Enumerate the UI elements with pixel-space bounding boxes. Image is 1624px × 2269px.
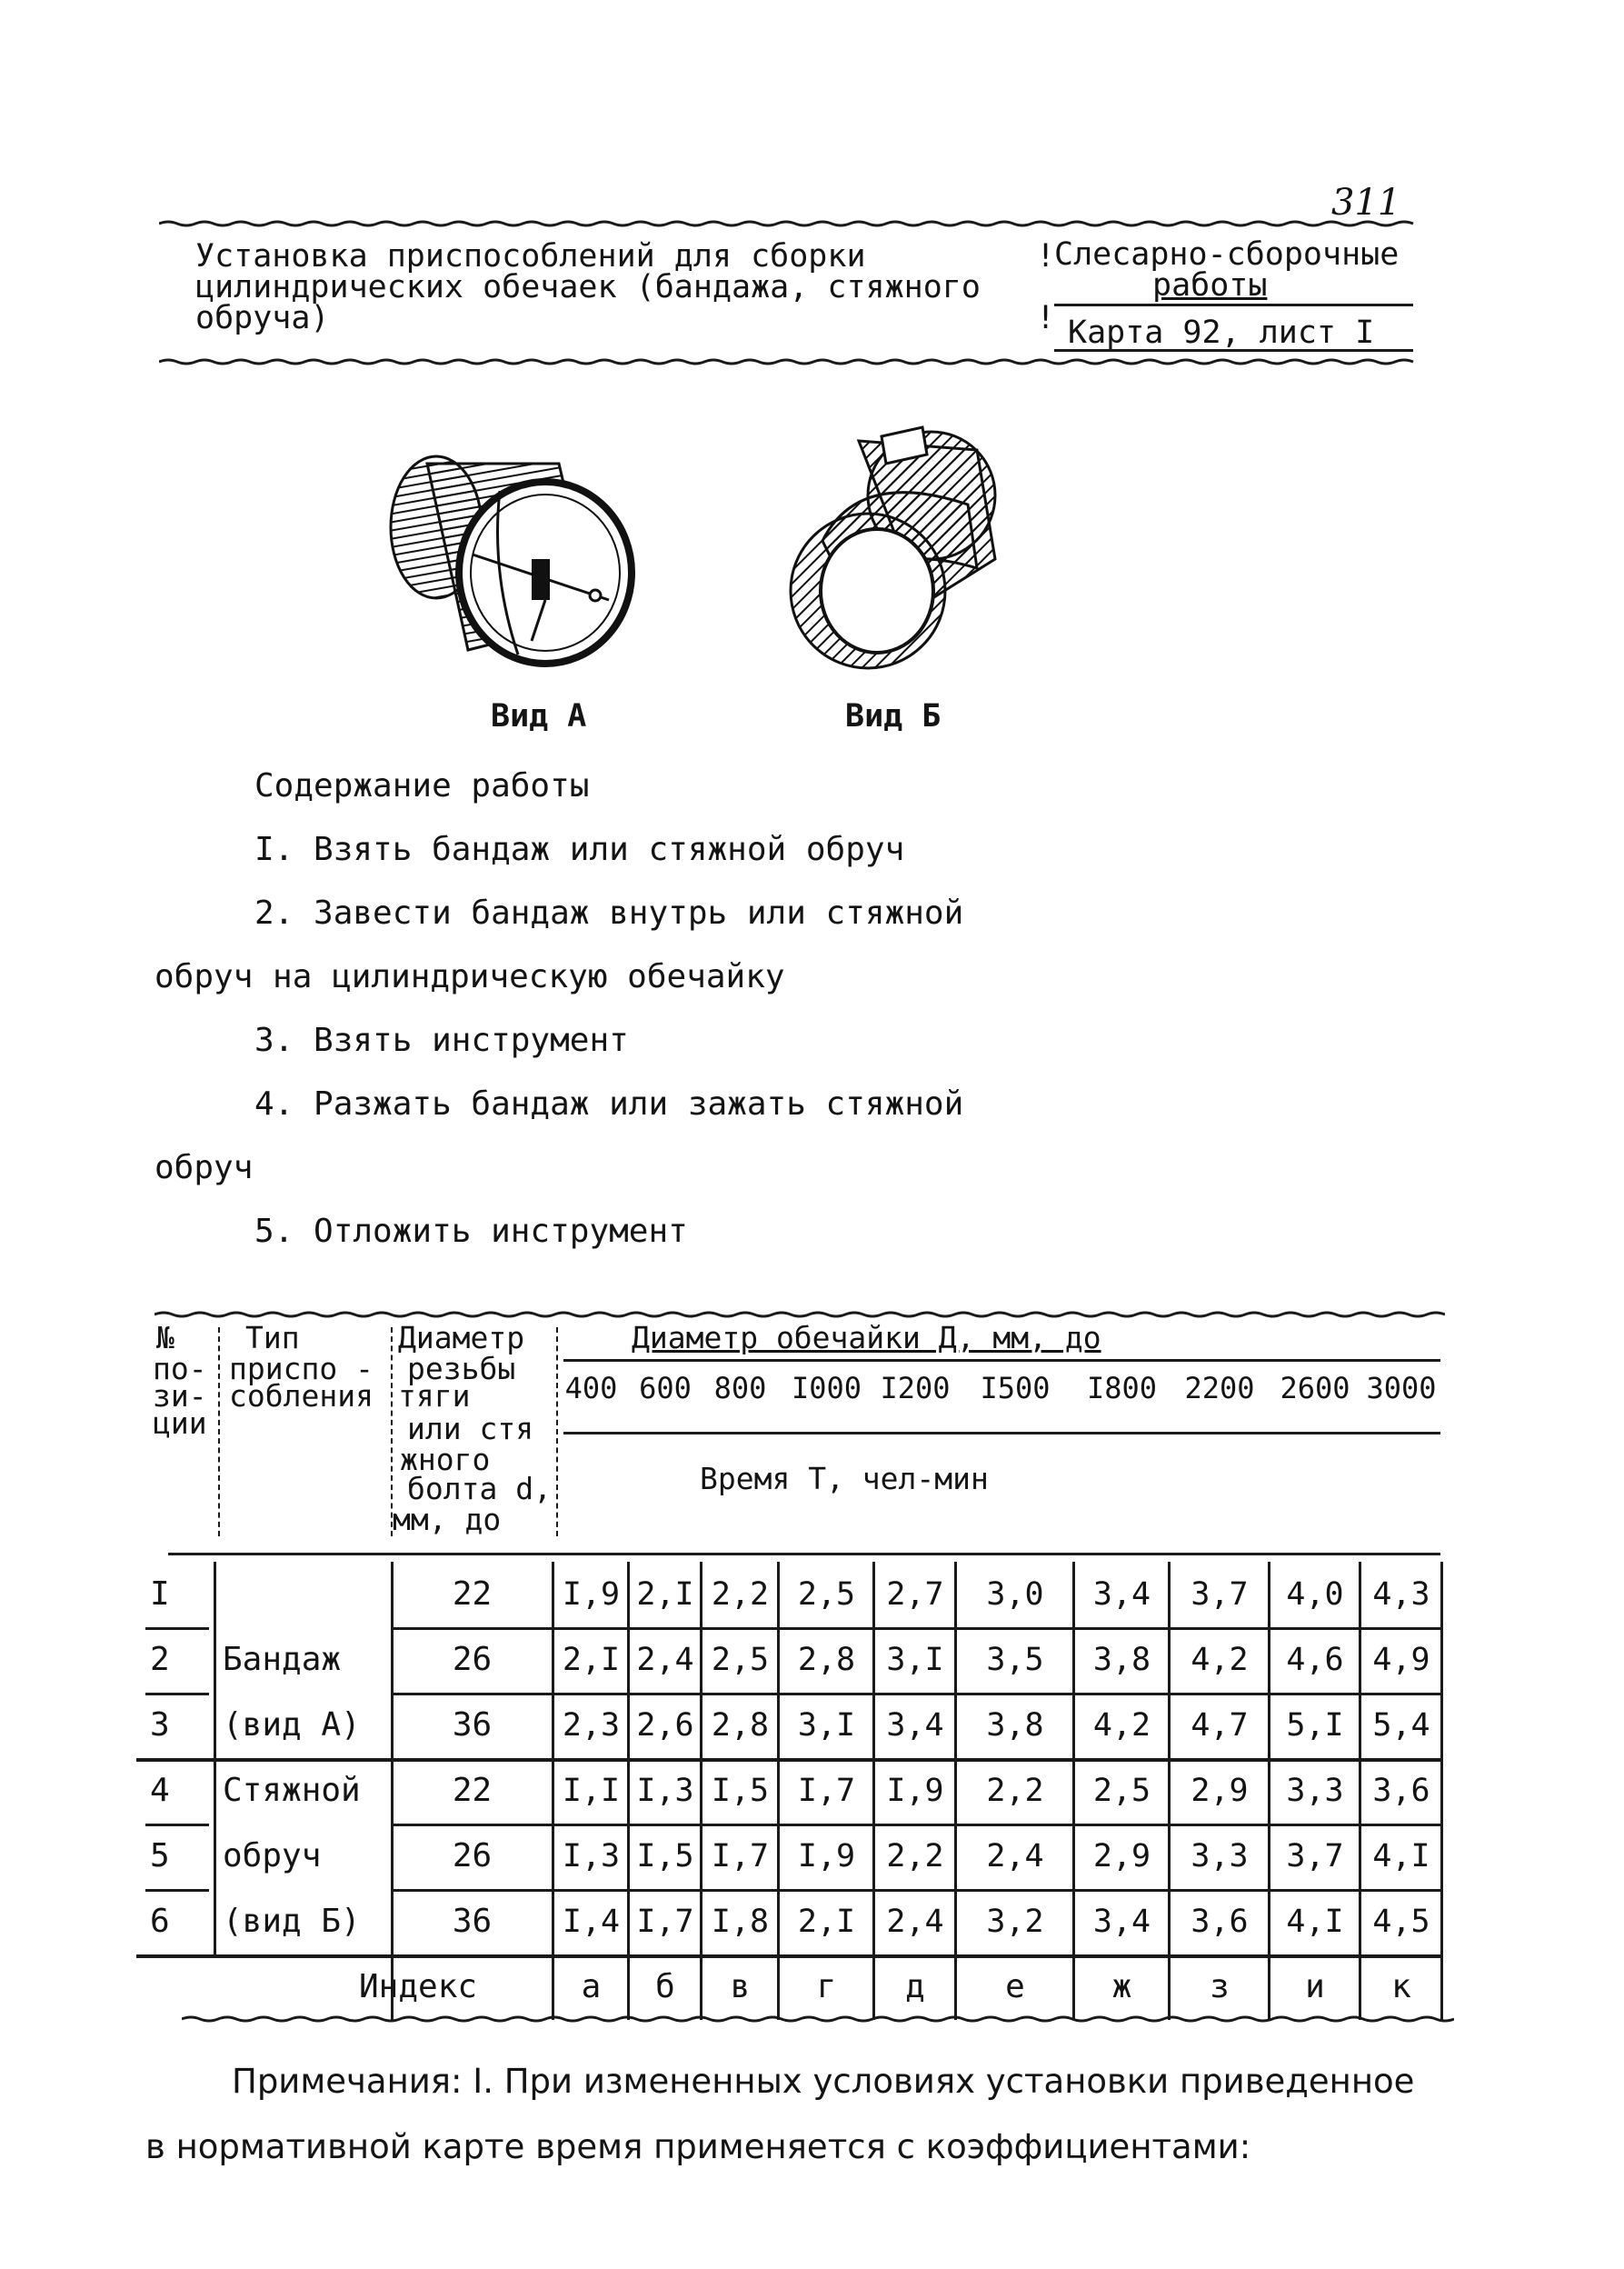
index-letter-cell: и	[1305, 1968, 1325, 2005]
time-value-cell: 2,4	[886, 1904, 944, 1940]
header-title-line-2: цилиндрических обечаек (бандажа, стяжного	[195, 269, 981, 305]
time-value-cell: I,8	[711, 1904, 770, 1940]
row-thread-diameter: 26	[452, 1641, 493, 1678]
time-value-cell: 2,4	[636, 1642, 694, 1678]
row-thread-diameter: 26	[452, 1837, 493, 1874]
header-category-line-1: Слесарно-сборочные	[1054, 236, 1400, 273]
col-header-pos-3: зи-	[153, 1378, 207, 1414]
time-value-cell: 4,3	[1372, 1576, 1430, 1613]
index-label: Индекс	[359, 1968, 478, 2005]
diameter-header-cell: 2200	[1184, 1371, 1255, 1405]
work-step-line: I. Взять бандаж или стяжной обруч	[254, 831, 905, 868]
time-value-cell: I,5	[636, 1838, 694, 1874]
diameter-header-cell: 800	[713, 1371, 767, 1405]
header-title-line-1: Установка приспособлений для сборки	[195, 238, 866, 275]
time-value-cell: 3,6	[1191, 1904, 1249, 1940]
col-header-diam-4: или стя	[407, 1411, 534, 1446]
header-title-line-3: обруча)	[195, 300, 330, 336]
time-unit-label: Время Т, чел-мин	[700, 1461, 989, 1496]
row-fixture-type: Бандаж	[223, 1641, 342, 1678]
time-value-cell: 5,I	[1286, 1707, 1344, 1744]
work-content-heading: Содержание работы	[254, 767, 590, 805]
card-reference: Карта 92, лист I	[1068, 315, 1375, 351]
index-letter-cell: ж	[1111, 1968, 1132, 2005]
diameter-header-cell: I800	[1086, 1371, 1158, 1405]
header-bottom-rule	[159, 356, 1422, 367]
work-step-line: 4. Разжать бандаж или зажать стяжной	[254, 1085, 964, 1123]
page-number: 311	[1331, 182, 1401, 224]
table-row-rule	[145, 1824, 209, 1826]
notes-line-1: Примечания: I. При измененных условиях установки приведенное	[232, 2062, 1415, 2101]
time-value-cell: 2,9	[1092, 1838, 1151, 1874]
time-value-cell: I,3	[562, 1838, 621, 1874]
table-row-rule	[391, 1627, 1440, 1630]
figure-view-a	[364, 418, 663, 673]
time-value-cell: 3,7	[1286, 1838, 1344, 1874]
row-fixture-type: обруч	[223, 1837, 322, 1874]
diameter-header-cell: 3000	[1366, 1371, 1437, 1405]
caption-view-a: Вид А	[491, 698, 587, 735]
time-value-cell: 3,6	[1372, 1773, 1430, 1809]
row-position: I	[150, 1575, 170, 1613]
table-top-rule	[154, 1309, 1445, 1320]
row-fixture-type: Стяжной	[223, 1772, 361, 1809]
time-value-cell: 2,2	[711, 1576, 770, 1613]
col-header-diam-5: жного	[400, 1442, 491, 1477]
time-value-cell: 3,8	[1092, 1642, 1151, 1678]
table-row-rule	[145, 1889, 209, 1892]
col-header-diam-3: тяги	[398, 1378, 471, 1414]
time-value-cell: 3,8	[986, 1707, 1044, 1744]
row-position: 6	[150, 1903, 170, 1940]
time-value-cell: 2,I	[797, 1904, 856, 1940]
time-value-cell: 3,4	[1092, 1904, 1151, 1940]
table-row-rule	[391, 1824, 1440, 1826]
time-value-cell: 4,7	[1191, 1707, 1249, 1744]
time-value-cell: I,7	[636, 1904, 694, 1940]
time-value-cell: I,7	[797, 1773, 856, 1809]
time-value-cell: I,4	[562, 1904, 621, 1940]
time-value-cell: 2,2	[986, 1773, 1044, 1809]
notes-line-2: в нормативной карте время применяется с коэффициентами:	[145, 2127, 1251, 2166]
time-value-cell: 4,9	[1372, 1642, 1430, 1678]
time-value-cell: 4,0	[1286, 1576, 1344, 1613]
time-value-cell: 4,2	[1191, 1642, 1249, 1678]
work-step-line: обруч	[154, 1149, 254, 1186]
time-value-cell: 3,4	[1092, 1576, 1151, 1613]
diameter-header-cell: I200	[880, 1371, 951, 1405]
caption-view-b: Вид Б	[845, 698, 942, 735]
row-position: 2	[150, 1641, 170, 1678]
time-value-cell: 3,4	[886, 1707, 944, 1744]
time-value-cell: 4,6	[1286, 1642, 1344, 1678]
table-row-rule	[136, 1758, 1440, 1762]
col-header-pos-1: №	[156, 1320, 174, 1355]
time-value-cell: 2,6	[636, 1707, 694, 1744]
time-value-cell: I,7	[711, 1838, 770, 1874]
work-step-line: обруч на цилиндрическую обечайку	[154, 958, 785, 995]
time-value-cell: I,9	[886, 1773, 944, 1809]
time-value-cell: 5,4	[1372, 1707, 1430, 1744]
table-bottom-rule	[182, 2014, 1454, 2024]
time-value-cell: 3,7	[1191, 1576, 1249, 1613]
row-position: 5	[150, 1837, 170, 1874]
index-letter-cell: б	[655, 1968, 675, 2005]
time-value-cell: 2,5	[711, 1642, 770, 1678]
table-row-rule	[136, 1954, 1440, 1958]
col-header-pos-2: по-	[153, 1351, 207, 1386]
col-header-diam-7: мм, до	[393, 1502, 502, 1537]
table-row-rule	[145, 1693, 209, 1695]
index-letter-cell: д	[905, 1968, 925, 2005]
index-letter-cell: а	[581, 1968, 602, 2005]
time-value-cell: 4,2	[1092, 1707, 1151, 1744]
time-value-cell: 2,8	[797, 1642, 856, 1678]
header-top-rule	[159, 218, 1422, 229]
time-value-cell: 4,5	[1372, 1904, 1430, 1940]
time-value-cell: 3,3	[1191, 1838, 1249, 1874]
time-value-cell: 3,I	[797, 1707, 856, 1744]
diameter-header-cell: I500	[980, 1371, 1051, 1405]
time-value-cell: 3,2	[986, 1904, 1044, 1940]
time-value-cell: 2,I	[636, 1576, 694, 1613]
row-position: 3	[150, 1706, 170, 1744]
time-value-cell: 2,3	[562, 1707, 621, 1744]
row-fixture-type: (вид Б)	[223, 1903, 361, 1940]
col-header-diam-6: болта d,	[407, 1471, 552, 1506]
work-step-line: 3. Взять инструмент	[254, 1022, 629, 1059]
index-letter-cell: в	[730, 1968, 751, 2005]
time-value-cell: 3,5	[986, 1642, 1044, 1678]
figure-view-b	[768, 414, 1022, 677]
row-thread-diameter: 36	[452, 1903, 493, 1940]
header-separator: !	[1036, 238, 1056, 275]
table-row-rule	[391, 1693, 1440, 1695]
time-value-cell: 4,I	[1286, 1904, 1344, 1940]
time-value-cell: I,I	[562, 1773, 621, 1809]
time-value-cell: 3,0	[986, 1576, 1044, 1613]
work-step-line: 2. Завести бандаж внутрь или стяжной	[254, 895, 964, 932]
row-position: 4	[150, 1772, 170, 1809]
time-value-cell: 2,5	[1092, 1773, 1151, 1809]
time-value-cell: I,5	[711, 1773, 770, 1809]
time-value-cell: 2,7	[886, 1576, 944, 1613]
diameter-header-cell: 400	[564, 1371, 618, 1405]
row-fixture-type: (вид А)	[223, 1706, 361, 1744]
index-letter-cell: е	[1005, 1968, 1025, 2005]
row-thread-diameter: 22	[452, 1575, 493, 1613]
index-letter-cell: к	[1391, 1968, 1411, 2005]
col-header-diam-1: Диаметр	[398, 1320, 525, 1355]
time-value-cell: 2,2	[886, 1838, 944, 1874]
header-separator: !	[1036, 300, 1056, 336]
table-row-rule	[391, 1889, 1440, 1892]
table-row-rule	[145, 1627, 209, 1630]
col-header-type-1: Тип	[245, 1320, 300, 1355]
time-value-cell: 4,I	[1372, 1838, 1430, 1874]
time-value-cell: I,3	[636, 1773, 694, 1809]
time-value-cell: I,9	[797, 1838, 856, 1874]
diameter-header-cell: 2600	[1280, 1371, 1350, 1405]
diameter-header-cell: I000	[791, 1371, 862, 1405]
col-header-type-3: собления	[229, 1378, 374, 1414]
work-step-line: 5. Отложить инструмент	[254, 1213, 688, 1250]
diameter-group-title: Диаметр обечайки Д, мм, до	[632, 1320, 1101, 1355]
header-category-line-2: работы	[1152, 267, 1268, 304]
time-value-cell: 3,3	[1286, 1773, 1344, 1809]
index-letter-cell: з	[1210, 1968, 1230, 2005]
time-value-cell: I,9	[562, 1576, 621, 1613]
col-header-pos-4: ции	[153, 1405, 207, 1441]
col-header-type-2: приспо -	[229, 1351, 374, 1386]
time-value-cell: 2,I	[562, 1642, 621, 1678]
time-value-cell: 3,I	[886, 1642, 944, 1678]
col-header-diam-2: резьбы	[407, 1351, 516, 1386]
time-value-cell: 2,5	[797, 1576, 856, 1613]
time-value-cell: 2,8	[711, 1707, 770, 1744]
row-thread-diameter: 36	[452, 1706, 493, 1744]
index-letter-cell: г	[816, 1968, 837, 2005]
time-value-cell: 2,9	[1191, 1773, 1249, 1809]
row-thread-diameter: 22	[452, 1772, 493, 1809]
diameter-header-cell: 600	[639, 1371, 692, 1405]
time-value-cell: 2,4	[986, 1838, 1044, 1874]
